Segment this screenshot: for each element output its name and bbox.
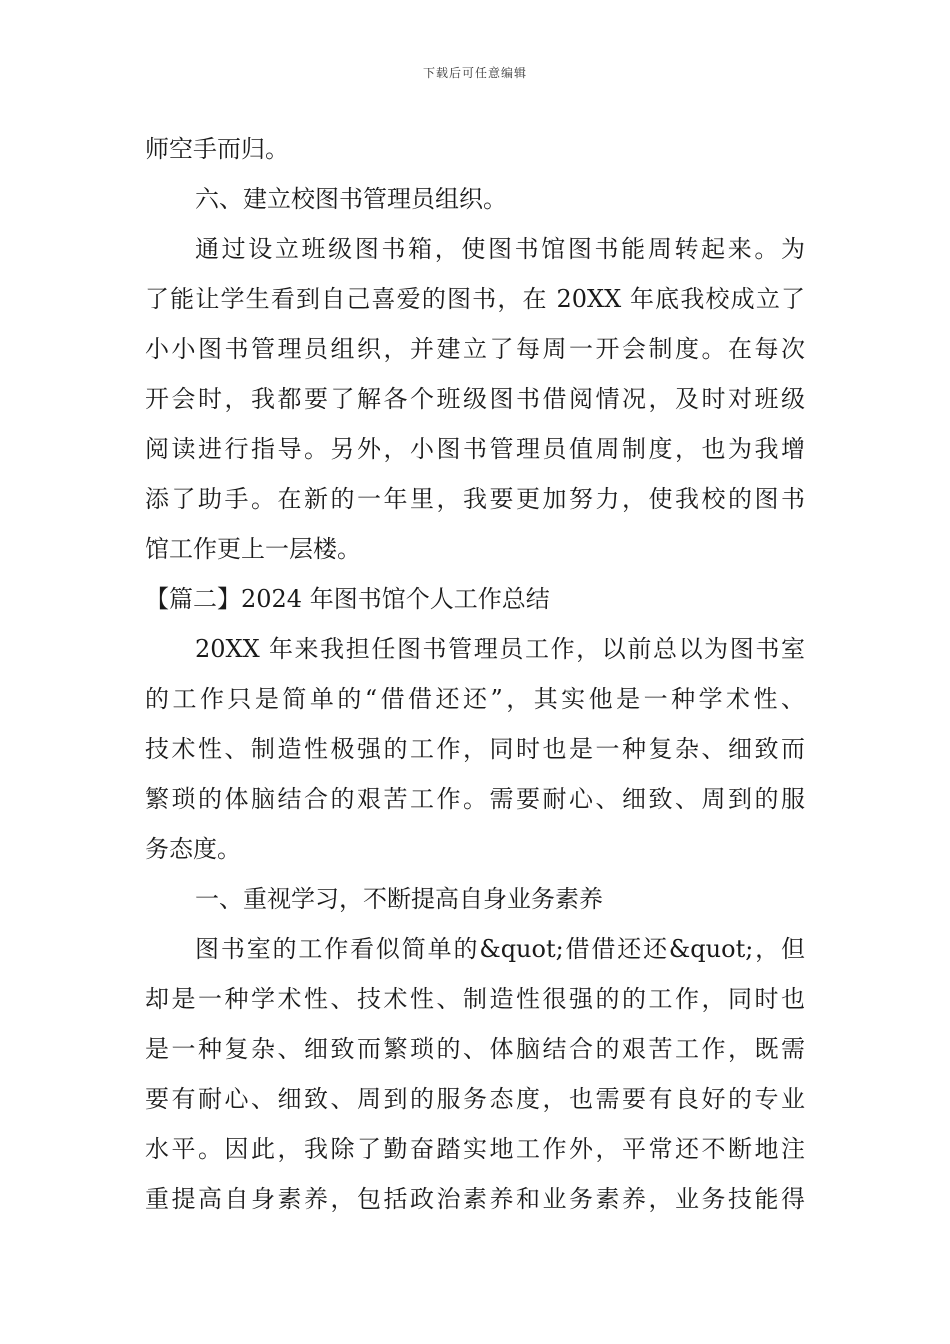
document-body	[145, 124, 805, 1224]
text-line: 通过设立班级图书箱，使图书馆图书能周转起来。为	[195, 235, 805, 263]
text-line: 是一种复杂、细致而繁琐的、体脑结合的艰苦工作，既需	[145, 1035, 805, 1063]
text-line: 的工作只是简单的“借借还还”，其实他是一种学术性、	[145, 685, 805, 713]
text-line: 水平。因此，我除了勤奋踏实地工作外，平常还不断地注	[145, 1135, 805, 1163]
text-line: 六、建立校图书管理员组织。	[195, 185, 507, 213]
text-line: 一、重视学习，不断提高自身业务素养	[195, 885, 603, 913]
text-line: 要有耐心、细致、周到的服务态度，也需要有良好的专业	[145, 1085, 805, 1113]
text-line: 小小图书管理员组织，并建立了每周一开会制度。在每次	[145, 335, 805, 363]
text-line: 【篇二】2024 年图书馆个人工作总结	[145, 585, 550, 613]
text-line: 务态度。	[145, 835, 241, 863]
text-line: 添了助手。在新的一年里，我要更加努力，使我校的图书	[145, 485, 805, 513]
text-line: 图书室的工作看似简单的&quot;借借还还&quot;，但	[195, 935, 805, 963]
text-line: 技术性、制造性极强的工作，同时也是一种复杂、细致而	[145, 735, 805, 763]
text-line: 了能让学生看到自己喜爱的图书，在 20XX 年底我校成立了	[145, 285, 805, 313]
text-line: 馆工作更上一层楼。	[145, 535, 361, 563]
page-header: 下载后可任意编辑	[422, 66, 527, 80]
text-line: 20XX 年来我担任图书管理员工作，以前总以为图书室	[195, 635, 805, 663]
text-line: 繁琐的体脑结合的艰苦工作。需要耐心、细致、周到的服	[145, 785, 805, 813]
text-line: 重提高自身素养，包括政治素养和业务素养，业务技能得	[145, 1185, 805, 1213]
text-line: 开会时，我都要了解各个班级图书借阅情况，及时对班级	[145, 385, 805, 413]
text-line: 阅读进行指导。另外，小图书管理员值周制度，也为我增	[145, 435, 805, 463]
text-line: 师空手而归。	[145, 135, 289, 163]
text-line: 却是一种学术性、技术性、制造性很强的的工作，同时也	[145, 985, 805, 1013]
